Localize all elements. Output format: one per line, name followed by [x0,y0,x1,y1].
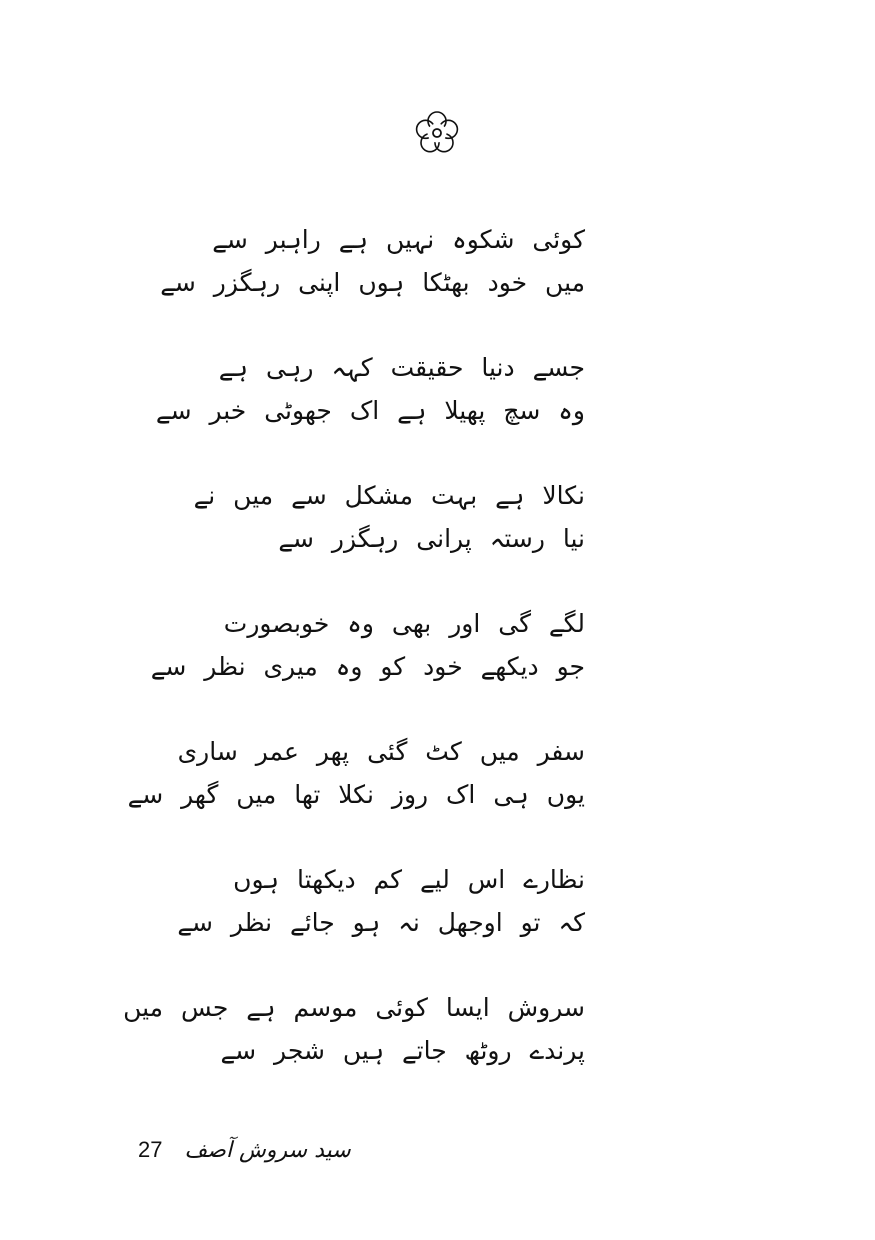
poem-line: کہ تو اوجھل نہ ہو جائے نظر سے [177,908,585,937]
couplet [155,346,585,432]
poem-line: سروش ایسا کوئی موسم ہے جس میں [123,993,585,1022]
author-name: سید سروش آصف [184,1137,351,1163]
couplet [193,474,585,560]
poem-line: جو دیکھے خود کو وہ میری نظر سے [150,652,585,681]
page-number: 27 [138,1137,163,1162]
couplet [123,986,585,1072]
couplet [150,602,585,688]
flower-ornament-icon [412,108,462,158]
poem-line: جسے دنیا حقیقت کہہ رہی ہے [218,353,585,382]
couplet [177,858,585,944]
couplet [160,218,585,304]
poem-line: نکالا ہے بہت مشکل سے میں نے [193,481,585,510]
poem-line: لگے گی اور بھی وہ خوبصورت [223,609,585,638]
poem-line: نظارے اس لیے کم دیکھتا ہوں [233,865,585,894]
poem-line: یوں ہی اک روز نکلا تھا میں گھر سے [127,780,585,809]
poem-line: پرندے روٹھ جاتے ہیں شجر سے [220,1036,585,1065]
poem-line: کوئی شکوہ نہیں ہے راہبر سے [212,225,585,254]
poem-line: میں خود بھٹکا ہوں اپنی رہگزر سے [160,268,585,297]
poem-line: سفر میں کٹ گئی پھر عمر ساری [177,737,585,766]
poem-line: وہ سچ پھیلا ہے اک جھوٹی خبر سے [155,396,585,425]
couplet [127,730,585,816]
page-footer [138,1130,351,1170]
poem-line: نیا رستہ پرانی رہگزر سے [278,524,585,553]
ghazal-poem [123,218,585,1114]
